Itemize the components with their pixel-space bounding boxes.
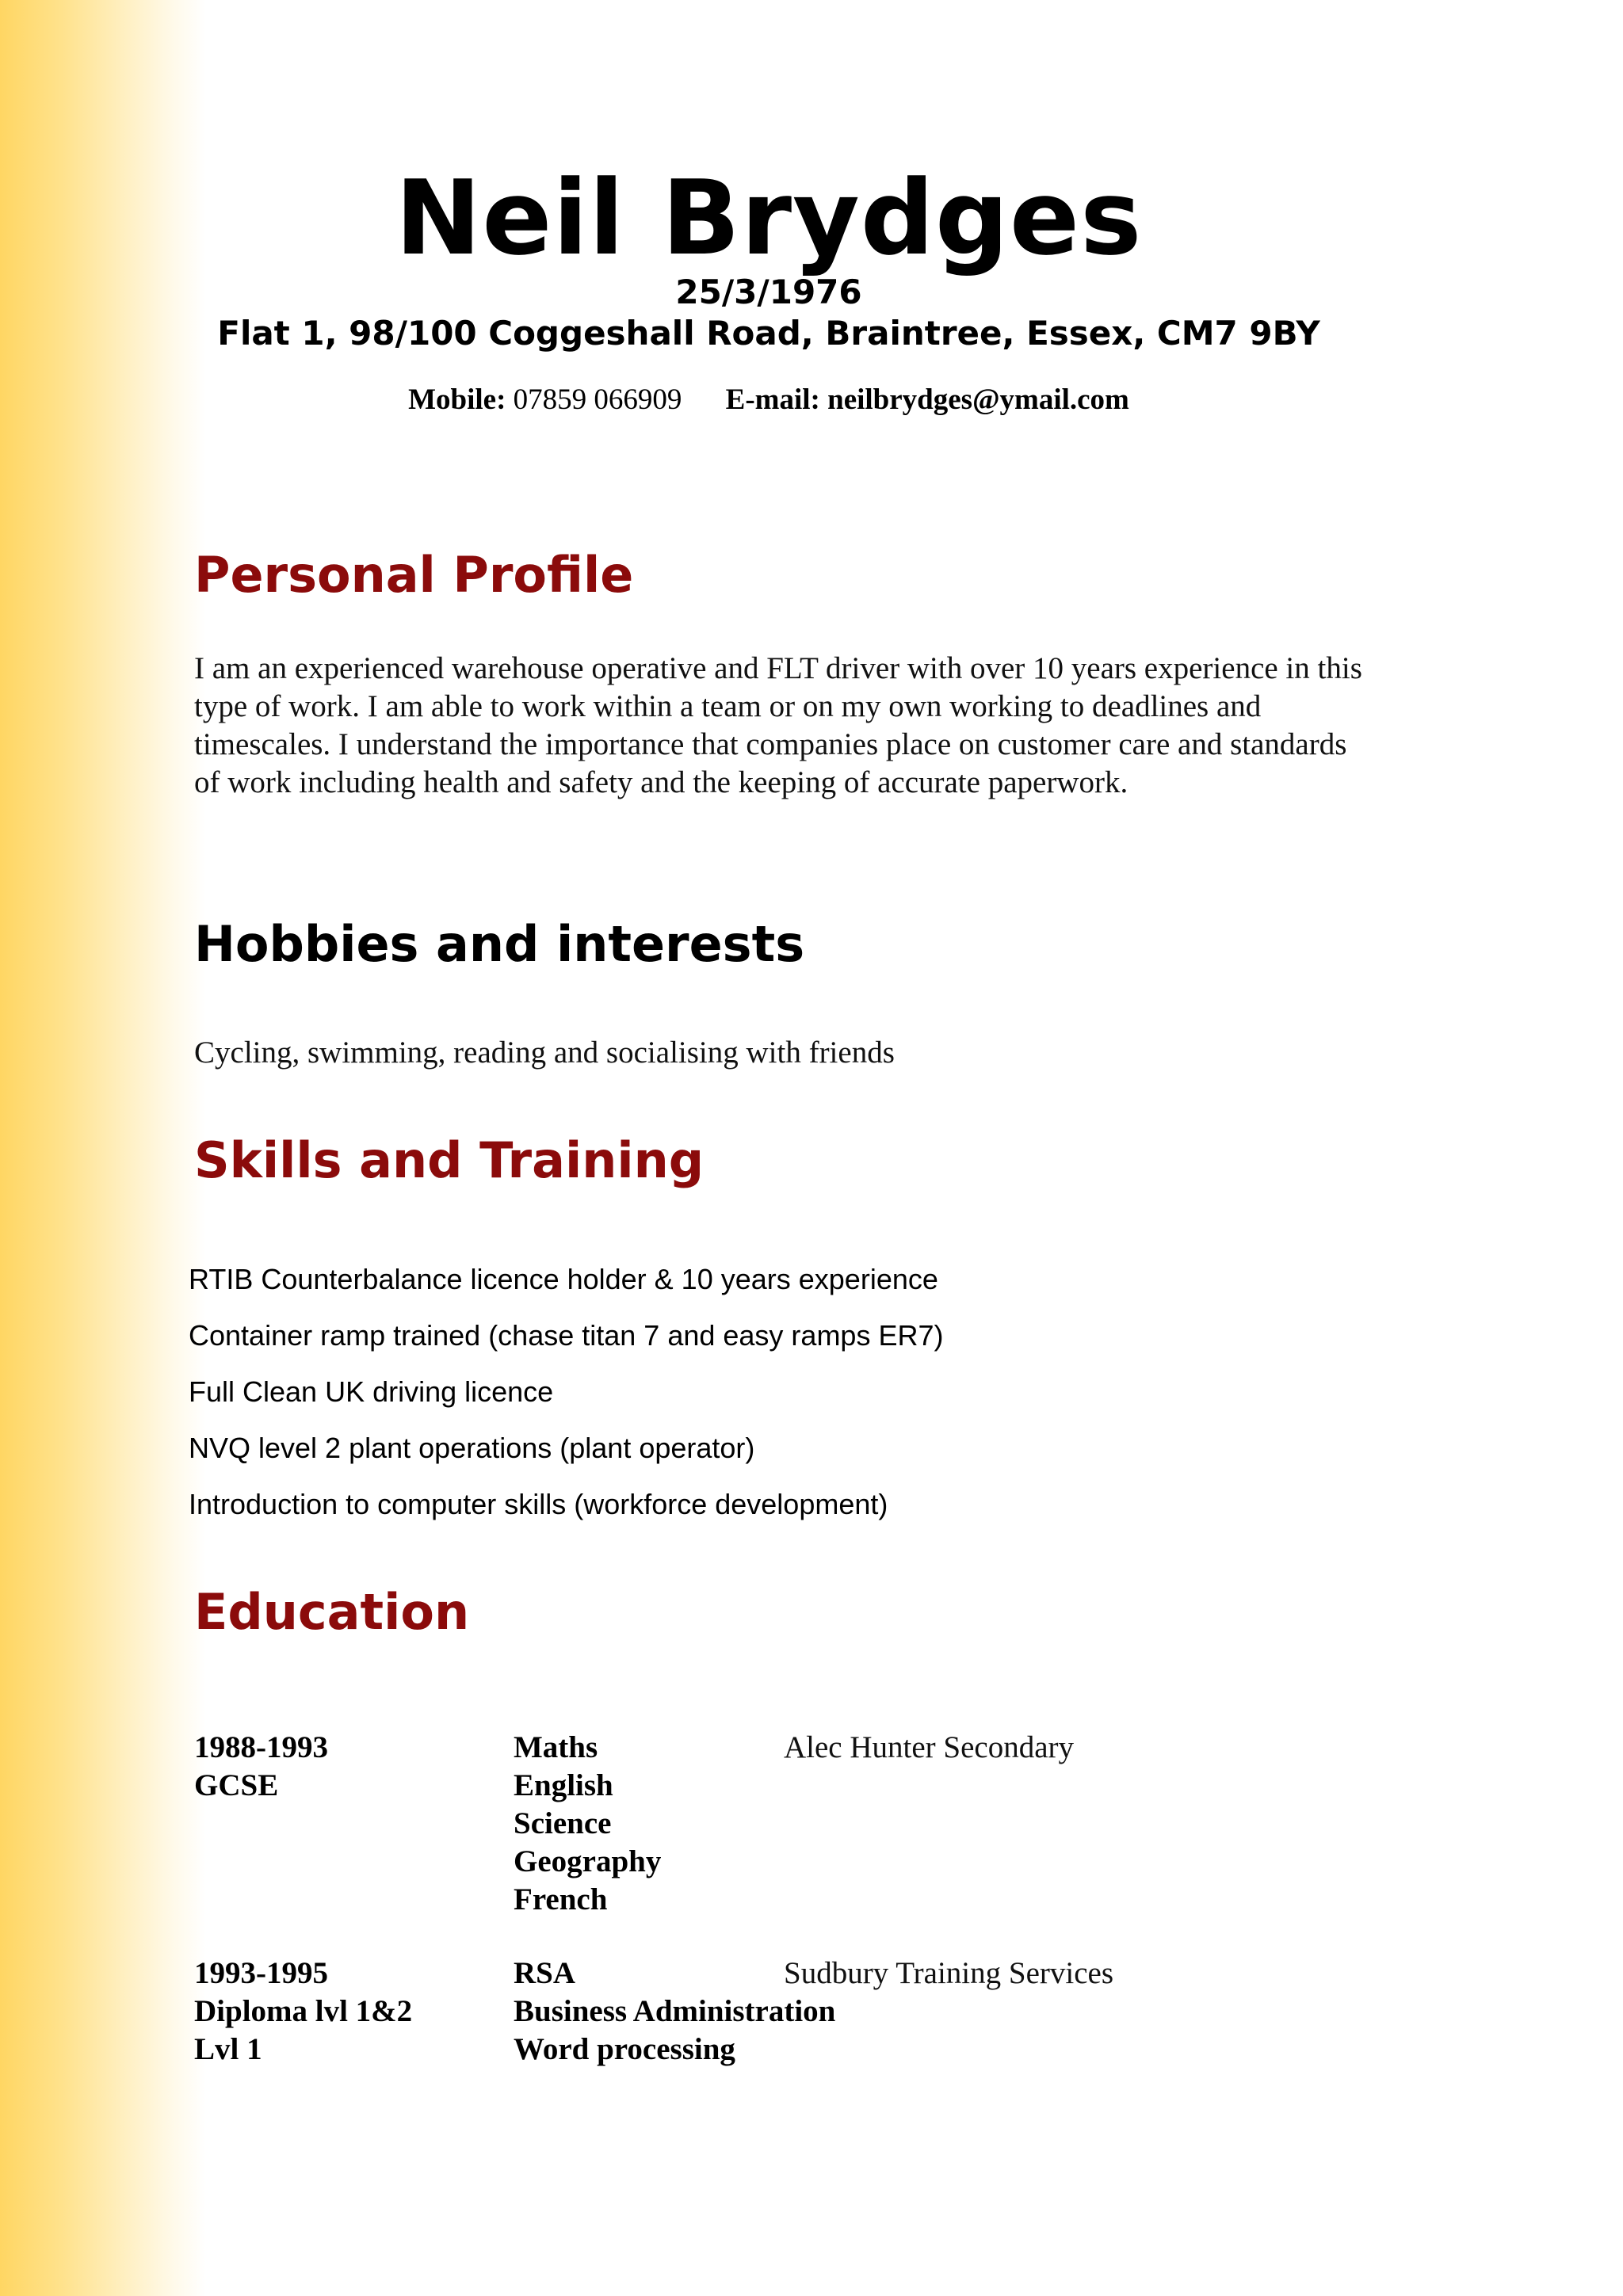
education-qualification: Lvl 1 <box>194 2032 262 2066</box>
education-subject: French <box>514 1882 608 1917</box>
skill-item: Container ramp trained (chase titan 7 and easy ramps ER7) <box>189 1319 944 1352</box>
education-subject: Business Administration <box>514 1994 836 2028</box>
education-qualification: GCSE <box>194 1768 279 1802</box>
education-years: 1993-1995 <box>194 1956 328 1990</box>
skill-item: Introduction to computer skills (workforce development) <box>189 1488 888 1520</box>
education-entry-1-subjects <box>514 1729 661 1919</box>
section-title-education: Education <box>194 1583 470 1641</box>
education-entry-1-school: Alec Hunter Secondary <box>784 1730 1075 1764</box>
contact-line <box>0 382 1537 418</box>
education-years: 1988-1993 <box>194 1730 328 1764</box>
hobbies-text: Cycling, swimming, reading and socialising with friends <box>194 1035 895 1070</box>
education-subject: Geography <box>514 1844 662 1878</box>
candidate-name: Neil Brydges <box>395 158 1143 278</box>
education-entry-1-dates <box>194 1729 328 1805</box>
skill-item: NVQ level 2 plant operations (plant operator) <box>189 1432 755 1464</box>
section-title-hobbies: Hobbies and interests <box>194 915 805 973</box>
section-title-skills: Skills and Training <box>194 1131 705 1189</box>
education-subject: Maths <box>514 1730 598 1764</box>
education-subject: Science <box>514 1806 612 1840</box>
personal-profile-text: I am an experienced warehouse operative and FLT driver with over 10 years experience in this type of work. I am able to work within a team or on my own working to deadlines and timescales. I understand the importance that companies place on customer care and standards of work including health and safety and the keeping of accurate paperwork. <box>194 651 1362 799</box>
mobile-number: 07859 066909 <box>513 383 682 416</box>
section-title-personal-profile: Personal Profile <box>194 546 634 604</box>
education-subject: English <box>514 1768 613 1802</box>
skills-list <box>189 1261 943 1543</box>
education-subject: RSA <box>514 1956 576 1990</box>
skill-item: Full Clean UK driving licence <box>189 1375 554 1408</box>
education-qualification: Diploma lvl 1&2 <box>194 1994 413 2028</box>
education-entry-2-dates <box>194 1955 412 2069</box>
date-of-birth: 25/3/1976 <box>675 273 862 311</box>
education-entry-2-school: Sudbury Training Services <box>784 1956 1114 1990</box>
skill-item: RTIB Counterbalance licence holder & 10 years experience <box>189 1263 938 1295</box>
address: Flat 1, 98/100 Coggeshall Road, Braintree, Essex, CM7 9BY <box>217 314 1320 353</box>
email-label: E-mail: <box>725 383 820 416</box>
mobile-label: Mobile: <box>408 383 506 416</box>
email-block <box>726 383 1129 416</box>
email-address[interactable]: neilbrydges@ymail.com <box>827 383 1129 416</box>
education-subject: Word processing <box>514 2032 735 2066</box>
